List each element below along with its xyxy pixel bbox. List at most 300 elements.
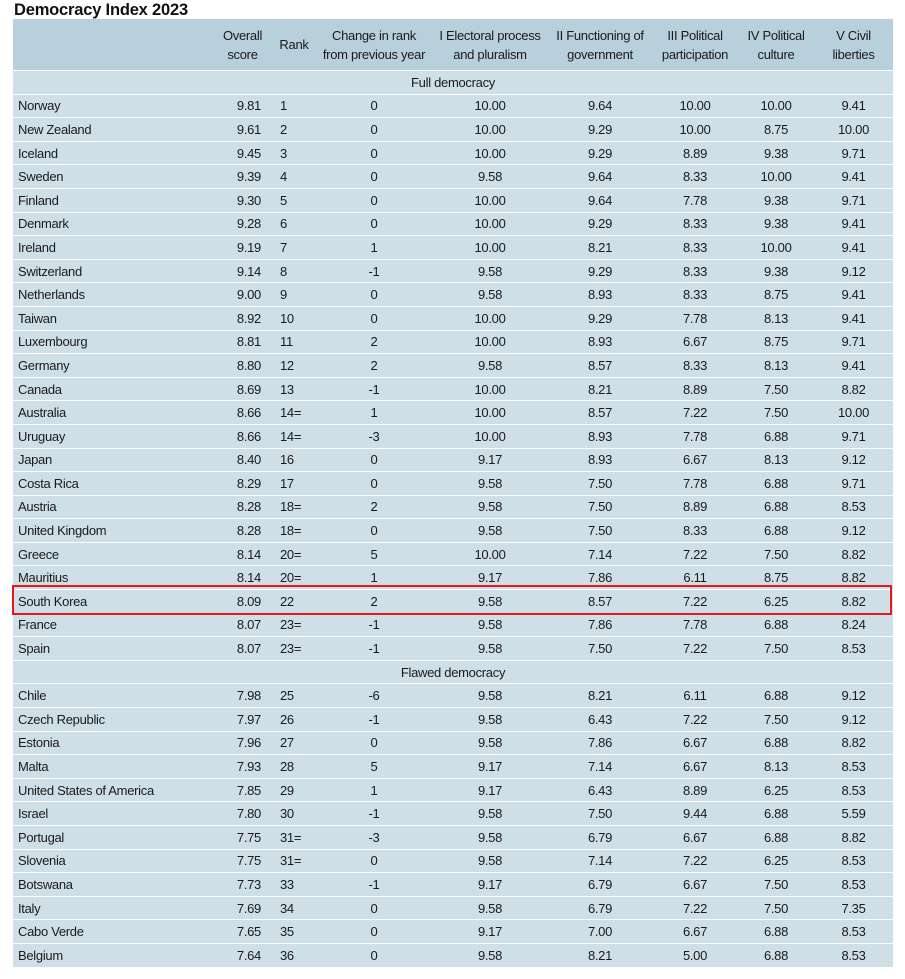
cell-functioning-of-government: 7.86 [548, 731, 652, 755]
cell-change-in-rank: 2 [316, 590, 432, 614]
cell-functioning-of-government: 7.50 [548, 802, 652, 826]
cell-rank: 7 [272, 236, 316, 260]
cell-overall-score: 7.97 [213, 708, 272, 732]
column-header-country [13, 19, 213, 71]
table-row [13, 118, 893, 142]
cell-country: France [13, 613, 213, 637]
cell-civil-liberties: 8.82 [814, 590, 893, 614]
cell-political-participation: 7.22 [652, 896, 738, 920]
column-header-electoral-process [432, 19, 548, 71]
cell-country: Spain [13, 637, 213, 661]
cell-political-culture: 6.88 [738, 519, 814, 543]
cell-political-participation: 7.78 [652, 424, 738, 448]
column-header-line: II Functioning of [556, 27, 644, 43]
cell-political-participation: 8.89 [652, 141, 738, 165]
cell-political-participation: 6.67 [652, 755, 738, 779]
cell-change-in-rank: -1 [316, 802, 432, 826]
cell-overall-score: 8.66 [213, 401, 272, 425]
cell-civil-liberties: 8.53 [814, 495, 893, 519]
cell-country: Portugal [13, 826, 213, 850]
cell-electoral-process: 9.17 [432, 566, 548, 590]
column-header-line: liberties [832, 46, 875, 62]
cell-country: Estonia [13, 731, 213, 755]
cell-overall-score: 7.96 [213, 731, 272, 755]
cell-functioning-of-government: 6.79 [548, 873, 652, 897]
table-row [13, 236, 893, 260]
cell-electoral-process: 9.58 [432, 684, 548, 708]
table-row [13, 94, 893, 118]
cell-electoral-process: 9.58 [432, 283, 548, 307]
cell-political-culture: 6.25 [738, 778, 814, 802]
cell-political-participation: 8.33 [652, 519, 738, 543]
cell-electoral-process: 10.00 [432, 141, 548, 165]
cell-political-participation: 6.67 [652, 873, 738, 897]
cell-civil-liberties: 9.41 [814, 94, 893, 118]
cell-electoral-process: 9.58 [432, 259, 548, 283]
cell-overall-score: 9.81 [213, 94, 272, 118]
cell-functioning-of-government: 8.21 [548, 684, 652, 708]
cell-political-culture: 8.75 [738, 118, 814, 142]
cell-change-in-rank: 0 [316, 165, 432, 189]
table-row [13, 943, 893, 967]
cell-rank: 27 [272, 731, 316, 755]
cell-political-culture: 9.38 [738, 259, 814, 283]
cell-change-in-rank: 1 [316, 236, 432, 260]
cell-political-participation: 7.78 [652, 188, 738, 212]
table-row [13, 849, 893, 873]
cell-change-in-rank: 0 [316, 920, 432, 944]
cell-functioning-of-government: 7.50 [548, 472, 652, 496]
column-header-political-participation [652, 19, 738, 71]
column-header-functioning-of-government [548, 19, 652, 71]
cell-functioning-of-government: 6.43 [548, 778, 652, 802]
cell-political-participation: 7.22 [652, 542, 738, 566]
cell-change-in-rank: -1 [316, 613, 432, 637]
cell-rank: 23= [272, 637, 316, 661]
cell-political-culture: 7.50 [738, 873, 814, 897]
cell-overall-score: 8.69 [213, 377, 272, 401]
cell-electoral-process: 9.58 [432, 708, 548, 732]
cell-electoral-process: 9.58 [432, 896, 548, 920]
column-header-line: III Political [667, 27, 723, 43]
table-row [13, 377, 893, 401]
cell-civil-liberties: 9.12 [814, 448, 893, 472]
cell-country: Mauritius [13, 566, 213, 590]
table-row [13, 542, 893, 566]
table-row [13, 873, 893, 897]
cell-political-participation: 8.33 [652, 354, 738, 378]
cell-country: Sweden [13, 165, 213, 189]
cell-political-culture: 9.38 [738, 141, 814, 165]
cell-country: New Zealand [13, 118, 213, 142]
cell-country: Cabo Verde [13, 920, 213, 944]
cell-overall-score: 8.09 [213, 590, 272, 614]
cell-political-culture: 7.50 [738, 896, 814, 920]
cell-country: Botswana [13, 873, 213, 897]
cell-country: Malta [13, 755, 213, 779]
cell-political-culture: 9.38 [738, 188, 814, 212]
cell-civil-liberties: 9.71 [814, 472, 893, 496]
column-header-political-culture [738, 19, 814, 71]
cell-political-participation: 6.11 [652, 566, 738, 590]
cell-rank: 2 [272, 118, 316, 142]
cell-political-participation: 8.33 [652, 212, 738, 236]
cell-functioning-of-government: 9.29 [548, 259, 652, 283]
cell-functioning-of-government: 8.57 [548, 354, 652, 378]
cell-rank: 10 [272, 306, 316, 330]
cell-political-participation: 10.00 [652, 118, 738, 142]
cell-political-culture: 6.88 [738, 802, 814, 826]
cell-functioning-of-government: 9.29 [548, 306, 652, 330]
cell-political-participation: 6.67 [652, 826, 738, 850]
cell-political-culture: 6.88 [738, 826, 814, 850]
cell-civil-liberties: 9.41 [814, 165, 893, 189]
cell-overall-score: 9.45 [213, 141, 272, 165]
democracy-index-table [13, 19, 893, 968]
cell-civil-liberties: 9.12 [814, 519, 893, 543]
cell-change-in-rank: 0 [316, 212, 432, 236]
cell-civil-liberties: 8.53 [814, 920, 893, 944]
cell-civil-liberties: 7.35 [814, 896, 893, 920]
cell-change-in-rank: 5 [316, 542, 432, 566]
cell-rank: 4 [272, 165, 316, 189]
table-row [13, 566, 893, 590]
cell-overall-score: 7.80 [213, 802, 272, 826]
cell-country: Ireland [13, 236, 213, 260]
cell-overall-score: 7.73 [213, 873, 272, 897]
cell-civil-liberties: 10.00 [814, 401, 893, 425]
cell-electoral-process: 9.58 [432, 826, 548, 850]
table-row [13, 401, 893, 425]
column-header-line: V Civil [836, 27, 871, 43]
cell-civil-liberties: 8.82 [814, 542, 893, 566]
cell-change-in-rank: -3 [316, 826, 432, 850]
cell-overall-score: 8.29 [213, 472, 272, 496]
cell-electoral-process: 9.58 [432, 590, 548, 614]
cell-electoral-process: 10.00 [432, 330, 548, 354]
cell-change-in-rank: -1 [316, 377, 432, 401]
cell-electoral-process: 9.58 [432, 165, 548, 189]
cell-country: Norway [13, 94, 213, 118]
cell-rank: 6 [272, 212, 316, 236]
cell-rank: 1 [272, 94, 316, 118]
cell-political-culture: 9.38 [738, 212, 814, 236]
cell-functioning-of-government: 7.50 [548, 637, 652, 661]
cell-change-in-rank: -1 [316, 637, 432, 661]
cell-electoral-process: 10.00 [432, 306, 548, 330]
cell-political-participation: 7.22 [652, 708, 738, 732]
cell-change-in-rank: 0 [316, 188, 432, 212]
cell-rank: 28 [272, 755, 316, 779]
cell-electoral-process: 10.00 [432, 188, 548, 212]
cell-rank: 33 [272, 873, 316, 897]
cell-change-in-rank: 0 [316, 283, 432, 307]
cell-change-in-rank: 0 [316, 94, 432, 118]
cell-political-participation: 9.44 [652, 802, 738, 826]
cell-country: United Kingdom [13, 519, 213, 543]
table-row [13, 495, 893, 519]
cell-political-culture: 8.13 [738, 448, 814, 472]
cell-country: Chile [13, 684, 213, 708]
cell-electoral-process: 9.17 [432, 920, 548, 944]
table-body [13, 71, 893, 968]
cell-functioning-of-government: 8.57 [548, 590, 652, 614]
cell-rank: 16 [272, 448, 316, 472]
cell-rank: 30 [272, 802, 316, 826]
cell-civil-liberties: 8.82 [814, 377, 893, 401]
cell-rank: 31= [272, 849, 316, 873]
cell-rank: 14= [272, 401, 316, 425]
cell-overall-score: 9.39 [213, 165, 272, 189]
cell-electoral-process: 9.58 [432, 731, 548, 755]
cell-electoral-process: 10.00 [432, 377, 548, 401]
column-header-line: I Electoral process [439, 27, 541, 43]
cell-rank: 26 [272, 708, 316, 732]
cell-electoral-process: 10.00 [432, 401, 548, 425]
cell-civil-liberties: 10.00 [814, 118, 893, 142]
cell-overall-score: 9.19 [213, 236, 272, 260]
cell-country: Slovenia [13, 849, 213, 873]
table-row [13, 188, 893, 212]
cell-overall-score: 8.14 [213, 566, 272, 590]
cell-functioning-of-government: 6.79 [548, 896, 652, 920]
table-row [13, 354, 893, 378]
column-header-line: Rank [279, 37, 309, 52]
cell-political-participation: 6.11 [652, 684, 738, 708]
cell-civil-liberties: 9.71 [814, 330, 893, 354]
cell-overall-score: 8.07 [213, 637, 272, 661]
cell-political-participation: 8.33 [652, 236, 738, 260]
cell-political-culture: 6.88 [738, 920, 814, 944]
table-row [13, 472, 893, 496]
cell-overall-score: 8.14 [213, 542, 272, 566]
cell-functioning-of-government: 7.00 [548, 920, 652, 944]
cell-rank: 18= [272, 495, 316, 519]
table-row [13, 590, 893, 614]
cell-political-participation: 6.67 [652, 731, 738, 755]
cell-overall-score: 7.64 [213, 943, 272, 967]
cell-electoral-process: 9.17 [432, 755, 548, 779]
cell-country: Czech Republic [13, 708, 213, 732]
cell-change-in-rank: 2 [316, 495, 432, 519]
cell-country: Australia [13, 401, 213, 425]
cell-rank: 14= [272, 424, 316, 448]
cell-political-culture: 8.13 [738, 306, 814, 330]
table-row [13, 165, 893, 189]
table-row [13, 684, 893, 708]
cell-functioning-of-government: 7.50 [548, 519, 652, 543]
table-title: Democracy Index 2023 [14, 1, 188, 19]
cell-country: Taiwan [13, 306, 213, 330]
column-header-line: Overall [222, 27, 263, 43]
cell-change-in-rank: 0 [316, 472, 432, 496]
cell-political-participation: 6.67 [652, 448, 738, 472]
cell-political-participation: 7.22 [652, 590, 738, 614]
cell-political-culture: 8.13 [738, 354, 814, 378]
cell-political-culture: 6.88 [738, 943, 814, 967]
cell-functioning-of-government: 9.64 [548, 188, 652, 212]
cell-political-culture: 6.25 [738, 849, 814, 873]
cell-political-culture: 6.88 [738, 731, 814, 755]
cell-change-in-rank: 0 [316, 731, 432, 755]
cell-political-participation: 8.33 [652, 165, 738, 189]
cell-political-participation: 8.33 [652, 259, 738, 283]
column-header-line: participation [661, 46, 729, 62]
cell-functioning-of-government: 8.21 [548, 236, 652, 260]
cell-rank: 25 [272, 684, 316, 708]
cell-civil-liberties: 8.82 [814, 731, 893, 755]
cell-civil-liberties: 9.71 [814, 188, 893, 212]
cell-country: Netherlands [13, 283, 213, 307]
cell-functioning-of-government: 6.43 [548, 708, 652, 732]
cell-civil-liberties: 8.53 [814, 943, 893, 967]
table-row [13, 802, 893, 826]
cell-change-in-rank: 0 [316, 849, 432, 873]
cell-country: South Korea [13, 590, 213, 614]
cell-civil-liberties: 8.53 [814, 755, 893, 779]
cell-political-culture: 7.50 [738, 637, 814, 661]
cell-political-participation: 10.00 [652, 94, 738, 118]
section-row [13, 71, 893, 95]
cell-electoral-process: 9.58 [432, 943, 548, 967]
cell-political-participation: 8.89 [652, 377, 738, 401]
cell-functioning-of-government: 7.14 [548, 849, 652, 873]
cell-rank: 9 [272, 283, 316, 307]
cell-rank: 22 [272, 590, 316, 614]
cell-rank: 17 [272, 472, 316, 496]
table-row [13, 283, 893, 307]
cell-change-in-rank: 1 [316, 778, 432, 802]
cell-change-in-rank: 2 [316, 354, 432, 378]
cell-country: Japan [13, 448, 213, 472]
cell-civil-liberties: 9.71 [814, 424, 893, 448]
cell-country: United States of America [13, 778, 213, 802]
cell-country: Finland [13, 188, 213, 212]
cell-civil-liberties: 9.12 [814, 684, 893, 708]
cell-political-culture: 7.50 [738, 377, 814, 401]
cell-rank: 31= [272, 826, 316, 850]
cell-rank: 29 [272, 778, 316, 802]
cell-change-in-rank: 5 [316, 755, 432, 779]
cell-change-in-rank: 0 [316, 448, 432, 472]
cell-change-in-rank: 0 [316, 943, 432, 967]
cell-rank: 20= [272, 542, 316, 566]
cell-overall-score: 8.28 [213, 495, 272, 519]
cell-political-culture: 6.88 [738, 495, 814, 519]
cell-electoral-process: 10.00 [432, 212, 548, 236]
cell-political-culture: 6.88 [738, 424, 814, 448]
cell-electoral-process: 9.58 [432, 849, 548, 873]
cell-rank: 23= [272, 613, 316, 637]
cell-change-in-rank: 0 [316, 519, 432, 543]
table-row [13, 920, 893, 944]
table-row [13, 519, 893, 543]
cell-political-participation: 8.89 [652, 778, 738, 802]
cell-electoral-process: 9.58 [432, 637, 548, 661]
cell-functioning-of-government: 8.93 [548, 283, 652, 307]
cell-civil-liberties: 9.12 [814, 708, 893, 732]
column-header-line: Change in rank [332, 27, 416, 43]
cell-country: Israel [13, 802, 213, 826]
cell-political-culture: 6.25 [738, 590, 814, 614]
cell-change-in-rank: 0 [316, 141, 432, 165]
cell-rank: 34 [272, 896, 316, 920]
cell-political-participation: 7.22 [652, 637, 738, 661]
cell-civil-liberties: 8.82 [814, 826, 893, 850]
cell-country: Canada [13, 377, 213, 401]
cell-functioning-of-government: 9.29 [548, 212, 652, 236]
cell-electoral-process: 9.58 [432, 802, 548, 826]
cell-overall-score: 8.40 [213, 448, 272, 472]
table-row [13, 826, 893, 850]
cell-country: Denmark [13, 212, 213, 236]
cell-electoral-process: 10.00 [432, 236, 548, 260]
cell-overall-score: 9.61 [213, 118, 272, 142]
cell-electoral-process: 10.00 [432, 118, 548, 142]
cell-political-culture: 10.00 [738, 165, 814, 189]
cell-overall-score: 7.85 [213, 778, 272, 802]
cell-political-culture: 6.88 [738, 684, 814, 708]
cell-political-participation: 7.78 [652, 306, 738, 330]
section-row [13, 660, 893, 684]
cell-functioning-of-government: 7.86 [548, 613, 652, 637]
cell-overall-score: 9.14 [213, 259, 272, 283]
cell-overall-score: 7.65 [213, 920, 272, 944]
cell-civil-liberties: 9.41 [814, 236, 893, 260]
table-row [13, 259, 893, 283]
cell-functioning-of-government: 9.29 [548, 118, 652, 142]
cell-electoral-process: 9.58 [432, 354, 548, 378]
column-header-line: IV Political [747, 27, 805, 43]
cell-functioning-of-government: 9.64 [548, 94, 652, 118]
cell-overall-score: 8.66 [213, 424, 272, 448]
cell-functioning-of-government: 9.64 [548, 165, 652, 189]
cell-civil-liberties: 5.59 [814, 802, 893, 826]
cell-country: Belgium [13, 943, 213, 967]
cell-overall-score: 7.75 [213, 849, 272, 873]
cell-electoral-process: 9.58 [432, 472, 548, 496]
cell-change-in-rank: 1 [316, 566, 432, 590]
cell-country: Germany [13, 354, 213, 378]
cell-political-participation: 5.00 [652, 943, 738, 967]
cell-rank: 3 [272, 141, 316, 165]
cell-change-in-rank: 0 [316, 118, 432, 142]
column-header-line: culture [757, 46, 795, 62]
column-header-rank [272, 19, 316, 71]
cell-political-participation: 8.89 [652, 495, 738, 519]
cell-overall-score: 7.98 [213, 684, 272, 708]
cell-country: Luxembourg [13, 330, 213, 354]
cell-change-in-rank: 0 [316, 306, 432, 330]
table-row [13, 448, 893, 472]
cell-overall-score: 8.92 [213, 306, 272, 330]
cell-electoral-process: 10.00 [432, 424, 548, 448]
cell-political-culture: 6.88 [738, 472, 814, 496]
cell-functioning-of-government: 8.21 [548, 377, 652, 401]
table-row [13, 637, 893, 661]
cell-overall-score: 9.30 [213, 188, 272, 212]
cell-political-culture: 8.75 [738, 330, 814, 354]
cell-political-culture: 10.00 [738, 94, 814, 118]
cell-functioning-of-government: 7.14 [548, 542, 652, 566]
cell-civil-liberties: 9.41 [814, 283, 893, 307]
cell-country: Italy [13, 896, 213, 920]
table-row [13, 708, 893, 732]
table-row [13, 778, 893, 802]
cell-political-culture: 8.13 [738, 755, 814, 779]
cell-change-in-rank: -1 [316, 873, 432, 897]
cell-change-in-rank: -6 [316, 684, 432, 708]
